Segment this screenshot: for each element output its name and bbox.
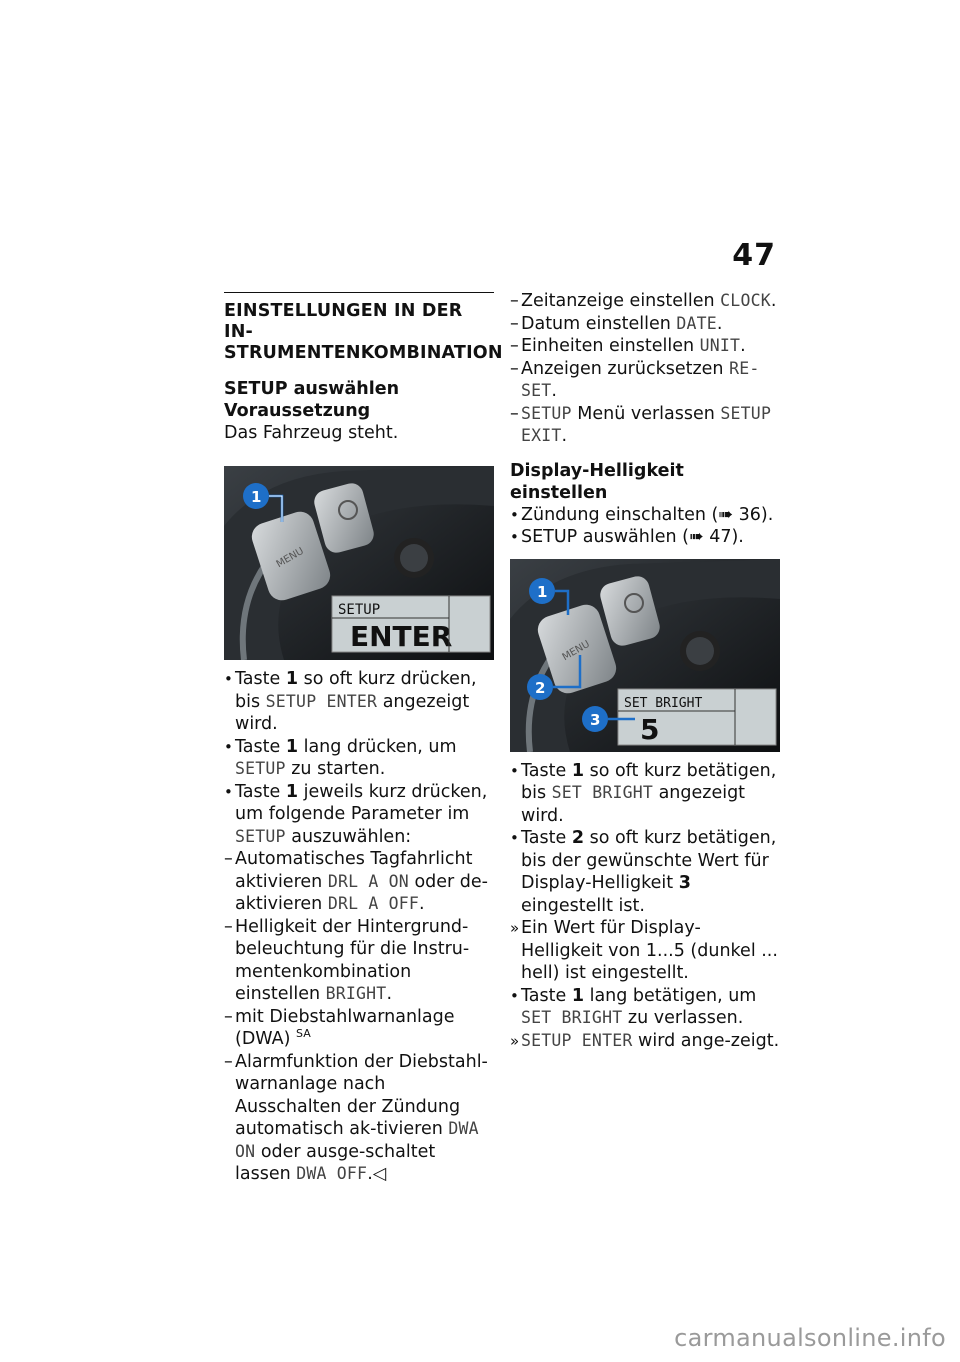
menu-button-label: MENU xyxy=(274,545,306,571)
left-column xyxy=(224,292,503,1186)
option-date: – Datum einstellen DATE. xyxy=(510,313,780,336)
callout-3: 3 xyxy=(590,710,601,729)
precondition-label: Voraussetzung xyxy=(224,401,371,421)
step-3: • Taste 1 jeweils kurz drücken, um folgende Parameter im SETUP auszuwählen: xyxy=(224,781,494,849)
result-brightness-set: » Ein Wert für Display-Helligkeit von 1...5 (dunkel ... hell) ist eingestellt. xyxy=(510,917,780,985)
right-column xyxy=(510,290,780,1052)
display-line1-2: SET BRIGHT xyxy=(624,695,703,711)
step-press-1-short: • Taste 1 so oft kurz betätigen, bis SET BRIGHT angezeigt wird. xyxy=(510,760,780,828)
step-select-setup: • SETUP auswählen (➠ 47). xyxy=(510,526,780,549)
option-clock: – Zeitanzeige einstellen CLOCK. xyxy=(510,290,780,313)
option-drl: – Automatisches Tagfahrlicht aktivieren DRL A ON oder de-aktivieren DRL A OFF. xyxy=(224,848,494,916)
watermark: carmanualsonline.info xyxy=(674,1324,946,1352)
section-title: EINSTELLUNGEN IN DER IN-STRUMENTENKOMBINATION xyxy=(224,292,494,364)
figure-brightness xyxy=(510,559,780,752)
reference-arrow-icon: ➠ xyxy=(688,527,704,547)
option-exit: – SETUP Menü verlassen SETUP EXIT. xyxy=(510,403,780,448)
callout-2: 2 xyxy=(535,678,546,697)
option-unit: – Einheiten einstellen UNIT. xyxy=(510,335,780,358)
option-bright: – Helligkeit der Hintergrund-beleuchtung für die Instru-mentenkombination einstellen BRIGHT. xyxy=(224,916,494,1006)
callout-1-2: 1 xyxy=(537,582,548,601)
display-line2: ENTER xyxy=(350,620,453,653)
subheading-brightness: Display-Helligkeit einstellen xyxy=(510,460,684,503)
option-dwa-condition: – mit Diebstahlwarnanlage (DWA) $^{SA}$ xyxy=(224,1006,494,1051)
subheading-setup: SETUP auswählen xyxy=(224,379,400,399)
menu-button-label-2: MENU xyxy=(560,638,592,663)
result-setup-enter: » SETUP ENTER wird ange-zeigt. xyxy=(510,1030,780,1053)
step-press-1-long: • Taste 1 lang betätigen, um SET BRIGHT zu verlassen. xyxy=(510,985,780,1030)
display-line1: SETUP xyxy=(338,602,381,618)
option-dwa: – Alarmfunktion der Diebstahl-warnanlage nach Ausschalten der Zündung automatisch ak-tivieren DWA ON oder ausge-schaltet lassen DWA OFF.◁ xyxy=(224,1051,494,1186)
figure-menu-button xyxy=(224,466,494,660)
figure-illustration xyxy=(224,466,494,660)
step-1: • Taste 1 so oft kurz drücken, bis SETUP ENTER angezeigt wird. xyxy=(224,668,494,736)
option-reset: – Anzeigen zurücksetzen RE-SET. xyxy=(510,358,780,403)
display-line2-2: 5 xyxy=(640,712,660,746)
figure-illustration-2 xyxy=(510,559,780,752)
page-number: 47 xyxy=(732,238,776,273)
precondition-text: Das Fahrzeug steht. xyxy=(224,423,399,443)
step-ignition: • Zündung einschalten (➠ 36). xyxy=(510,504,780,527)
step-press-2: • Taste 2 so oft kurz betätigen, bis der gewünschte Wert für Display-Helligkeit 3 eingestellt ist. xyxy=(510,827,780,917)
step-2: • Taste 1 lang drücken, um SETUP zu starten. xyxy=(224,736,494,781)
reference-arrow-icon: ➠ xyxy=(718,504,734,525)
callout-1: 1 xyxy=(251,488,262,506)
